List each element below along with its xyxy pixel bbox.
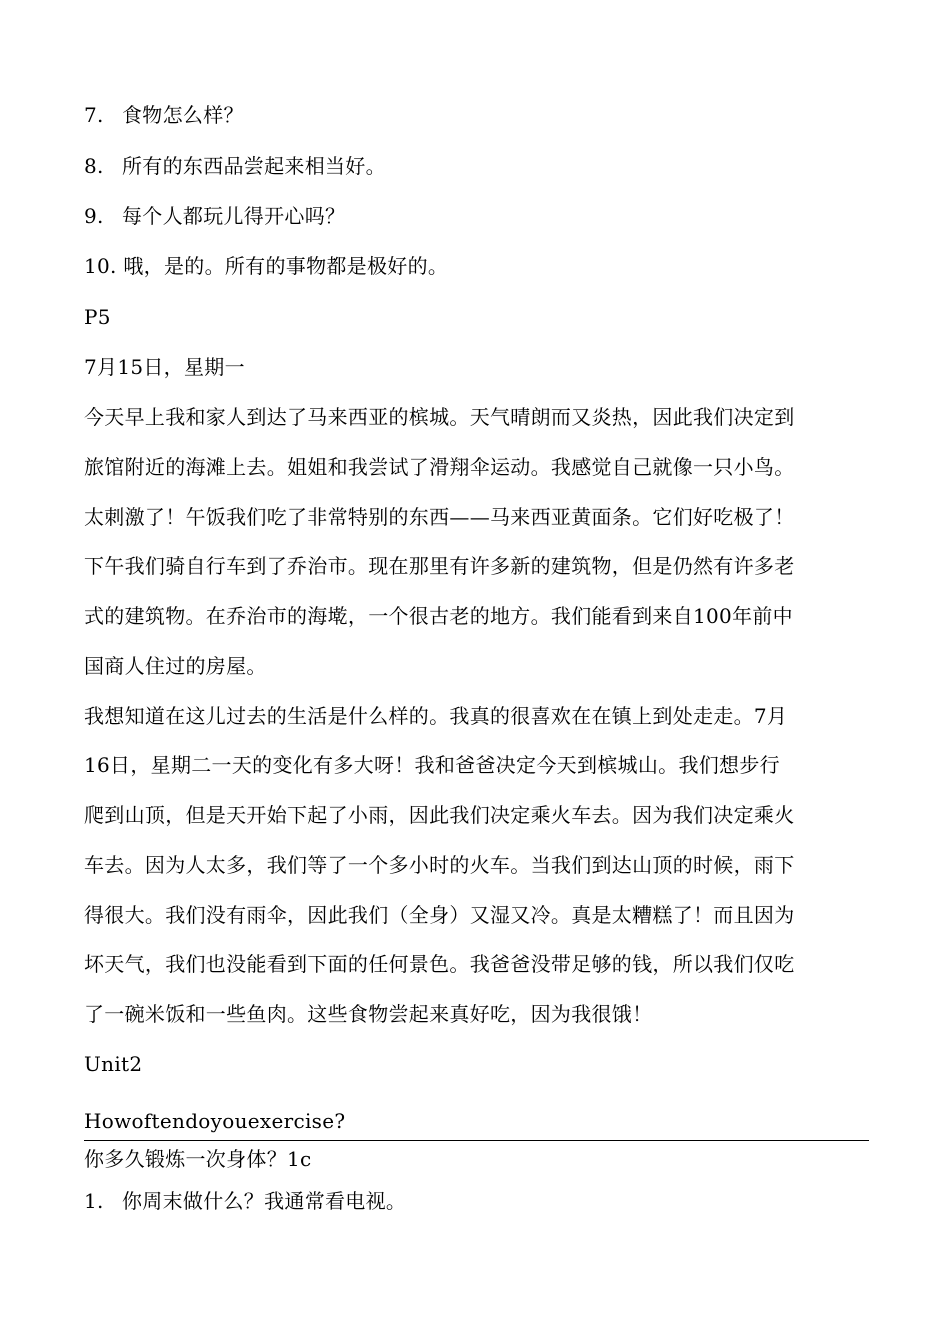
paragraph-line: 下午我们骑自行车到了乔治市。现在那里有许多新的建筑物，但是仍然有许多老: [84, 554, 795, 578]
paragraph-line: 16日，星期二一天的变化有多大呀！我和爸爸决定今天到槟城山。我们想步行: [84, 753, 780, 777]
item-text: 食物怎么样？: [122, 103, 244, 127]
paragraph-line: 得很大。我们没有雨伞，因此我们（全身）又湿又冷。真是太糟糕了！而且因为: [84, 903, 795, 927]
unit-title: Howoftendoyouexercise?: [84, 1109, 346, 1133]
unit-subtitle: 你多久锻炼一次身体？1c: [84, 1147, 312, 1171]
paragraph-line: 国商人住过的房屋。: [84, 654, 267, 678]
list-item: 10. 哦，是的。所有的事物都是极好的。: [84, 254, 449, 278]
list-item: [84, 203, 345, 229]
item-text: 每个人都玩儿得开心吗？: [122, 204, 346, 228]
paragraph-line: 太刺激了！午饭我们吃了非常特别的东西——马来西亚黄面条。它们好吃极了！: [84, 505, 795, 529]
item-number: 8.: [84, 154, 104, 178]
paragraph-line: 了一碗米饭和一些鱼肉。这些食物尝起来真好吃，因为我很饿！: [84, 1002, 653, 1026]
item-number: 7.: [84, 103, 104, 127]
list-item: [84, 1188, 406, 1214]
item-text: 你周末做什么？我通常看电视。: [122, 1189, 407, 1213]
list-item: [84, 153, 386, 179]
paragraph-line: 坏天气，我们也没能看到下面的任何景色。我爸爸没带足够的钱，所以我们仅吃: [84, 952, 795, 976]
paragraph-line: 今天早上我和家人到达了马来西亚的槟城。天气晴朗而又炎热，因此我们决定到: [84, 405, 795, 429]
date-heading: 7月15日，星期一: [84, 355, 245, 379]
paragraph-line: 爬到山顶，但是天开始下起了小雨，因此我们决定乘火车去。因为我们决定乘火: [84, 803, 795, 827]
list-item: [84, 102, 244, 128]
item-number: 1.: [84, 1189, 104, 1213]
item-number: 9.: [84, 204, 104, 228]
paragraph-line: 式的建筑物。在乔治市的海墘，一个很古老的地方。我们能看到来自100年前中: [84, 604, 793, 628]
item-text: 所有的东西品尝起来相当好。: [122, 154, 386, 178]
unit-label: Unit2: [84, 1052, 143, 1076]
paragraph-line: 车去。因为人太多，我们等了一个多小时的火车。当我们到达山顶的时候，雨下: [84, 853, 795, 877]
paragraph-line: 我想知道在这儿过去的生活是什么样的。我真的很喜欢在在镇上到处走走。7月: [84, 704, 788, 728]
paragraph-line: 旅馆附近的海滩上去。姐姐和我尝试了滑翔伞运动。我感觉自己就像一只小鸟。: [84, 455, 795, 479]
divider: [84, 1140, 869, 1141]
page-label: P5: [84, 305, 111, 329]
